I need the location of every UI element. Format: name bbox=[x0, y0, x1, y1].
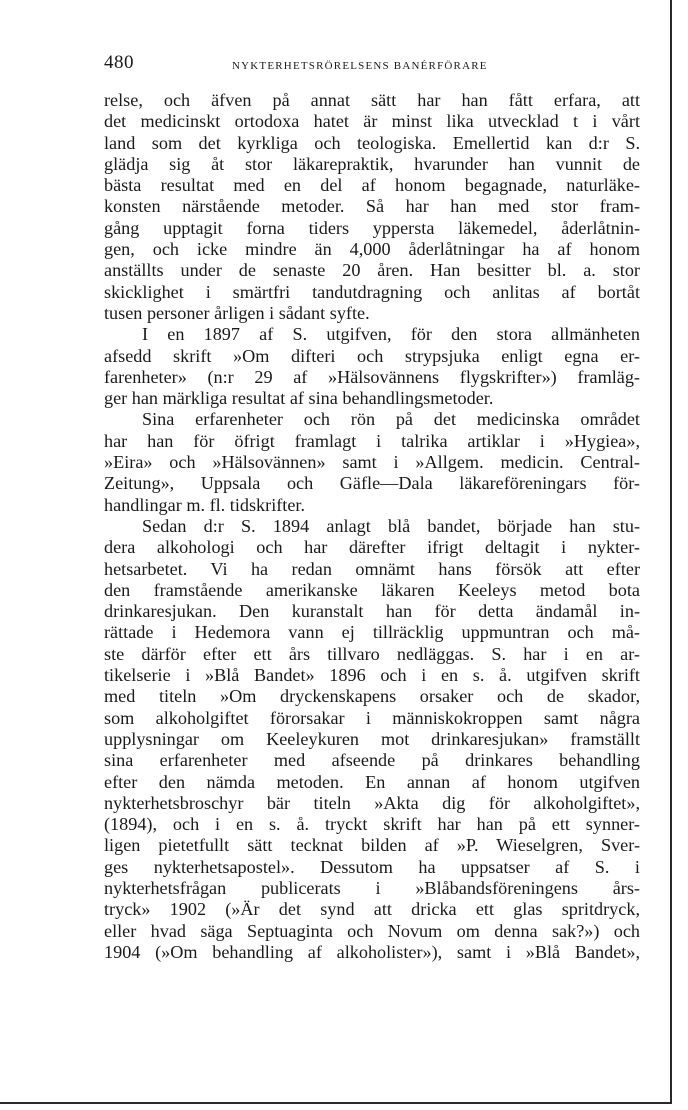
text-line: dera alkohologi och har därefter ifrigt deltagit i nykter- bbox=[104, 537, 640, 558]
text-line: nykterhetsfrågan publicerats i »Blåbandsföreningens års- bbox=[104, 877, 640, 898]
text-line: med titeln »Om dryckenskapens orsaker och de skador, bbox=[104, 686, 640, 707]
text-line: hetsarbetet. Vi ha redan omnämt hans försök att efter bbox=[104, 558, 640, 579]
text-line: Sina erfarenheter och rön på det medicinska området bbox=[142, 409, 640, 430]
text-line: afsedd skrift »Om difteri och strypsjuka enligt egna er- bbox=[104, 345, 640, 366]
text-line: farenheter» (n:r 29 af »Hälsovännens flygskrifter») framläg- bbox=[104, 366, 640, 387]
text-line: tikelserie i »Blå Bandet» 1896 och i en s. å. utgifven skrift bbox=[104, 665, 640, 686]
text-line: relse, och äfven på annat sätt har han fått erfara, att bbox=[104, 90, 640, 110]
body-text bbox=[104, 90, 640, 963]
text-line: 1904 (»Om behandling af alkoholister»), samt i »Blå Bandet», bbox=[104, 941, 640, 962]
text-line: sina erfarenheter med afseende på drinkares behandling bbox=[104, 750, 640, 771]
text-line: den framstående amerikanske läkaren Keeleys metod bota bbox=[104, 579, 640, 600]
page-edge-bottom bbox=[0, 1102, 672, 1104]
running-head: NYKTERHETSRÖRELSENS BANÉRFÖRARE bbox=[232, 60, 488, 72]
text-line: Zeitung», Uppsala och Gäfle—Dala läkareföreningars för- bbox=[104, 473, 640, 494]
text-line: gen, och icke mindre än 4,000 åderlåtningar ha af honom bbox=[104, 239, 640, 260]
text-line: tusen personer årligen i sådant syfte. bbox=[104, 302, 370, 323]
text-line: som alkoholgiftet förorsakar i människokroppen samt några bbox=[104, 707, 640, 728]
text-line: tryck» 1902 (»Är det synd att dricka ett glas spritdryck, bbox=[104, 899, 640, 920]
text-line: land som det kyrkliga och teologiska. Emellertid kan d:r S. bbox=[104, 132, 640, 153]
text-line: glädja sig åt stor läkarepraktik, hvarunder han vunnit de bbox=[104, 153, 640, 174]
text-line: handlingar m. fl. tidskrifter. bbox=[104, 494, 306, 515]
page-edge-right bbox=[670, 0, 672, 1102]
text-line: har han för öfrigt framlagt i talrika artiklar i »Hygiea», bbox=[104, 430, 640, 451]
text-line: nykterhetsbroschyr bär titeln »Akta dig för alkoholgiftet», bbox=[104, 792, 640, 813]
text-line: skicklighet i smärtfri tandutdragning och anlitas af bortåt bbox=[104, 281, 640, 302]
text-line: upplysningar om Keeleykuren mot drinkaresjukan» framställt bbox=[104, 728, 640, 749]
text-line: drinkaresjukan. Den kuranstalt han för detta ändamål in- bbox=[104, 601, 640, 622]
text-line: bästa resultat med en del af honom begagnade, naturläke- bbox=[104, 175, 640, 196]
text-line: eller hvad säga Septuaginta och Novum om denna sak?») och bbox=[104, 920, 640, 941]
text-line: gång upptagit forna tiders yppersta läkemedel, åderlåtnin- bbox=[104, 217, 640, 238]
text-line: (1894), och i en s. å. tryckt skrift har han på ett synner- bbox=[104, 814, 640, 835]
text-line: ges nykterhetsapostel». Dessutom ha uppsatser af S. i bbox=[104, 856, 640, 877]
text-line: »Eira» och »Hälsovännen» samt i »Allgem. medicin. Central- bbox=[104, 452, 640, 473]
text-line: ligen pietetfullt sätt tecknat bilden af »P. Wieselgren, Sver- bbox=[104, 835, 640, 856]
text-line: I en 1897 af S. utgifven, för den stora allmänheten bbox=[142, 324, 640, 345]
text-line: anställts under de senaste 20 åren. Han besitter bl. a. stor bbox=[104, 260, 640, 281]
text-line: konsten närstående metoder. Så har han med stor fram- bbox=[104, 196, 640, 217]
text-line: ste därför efter ett års tillvaro nedläggas. S. har i en ar- bbox=[104, 643, 640, 664]
text-line: rättade i Hedemora vann ej tillräcklig uppmuntran och må- bbox=[104, 622, 640, 643]
text-line: ger han märkliga resultat af sina behandlingsmetoder. bbox=[104, 388, 494, 409]
page-number: 480 bbox=[104, 52, 134, 73]
text-line: det medicinskt ortodoxa hatet är minst lika utvecklad t i vårt bbox=[104, 111, 640, 132]
text-line: efter den nämda metoden. En annan af honom utgifven bbox=[104, 771, 640, 792]
text-line: Sedan d:r S. 1894 anlagt blå bandet, började han stu- bbox=[142, 515, 640, 536]
